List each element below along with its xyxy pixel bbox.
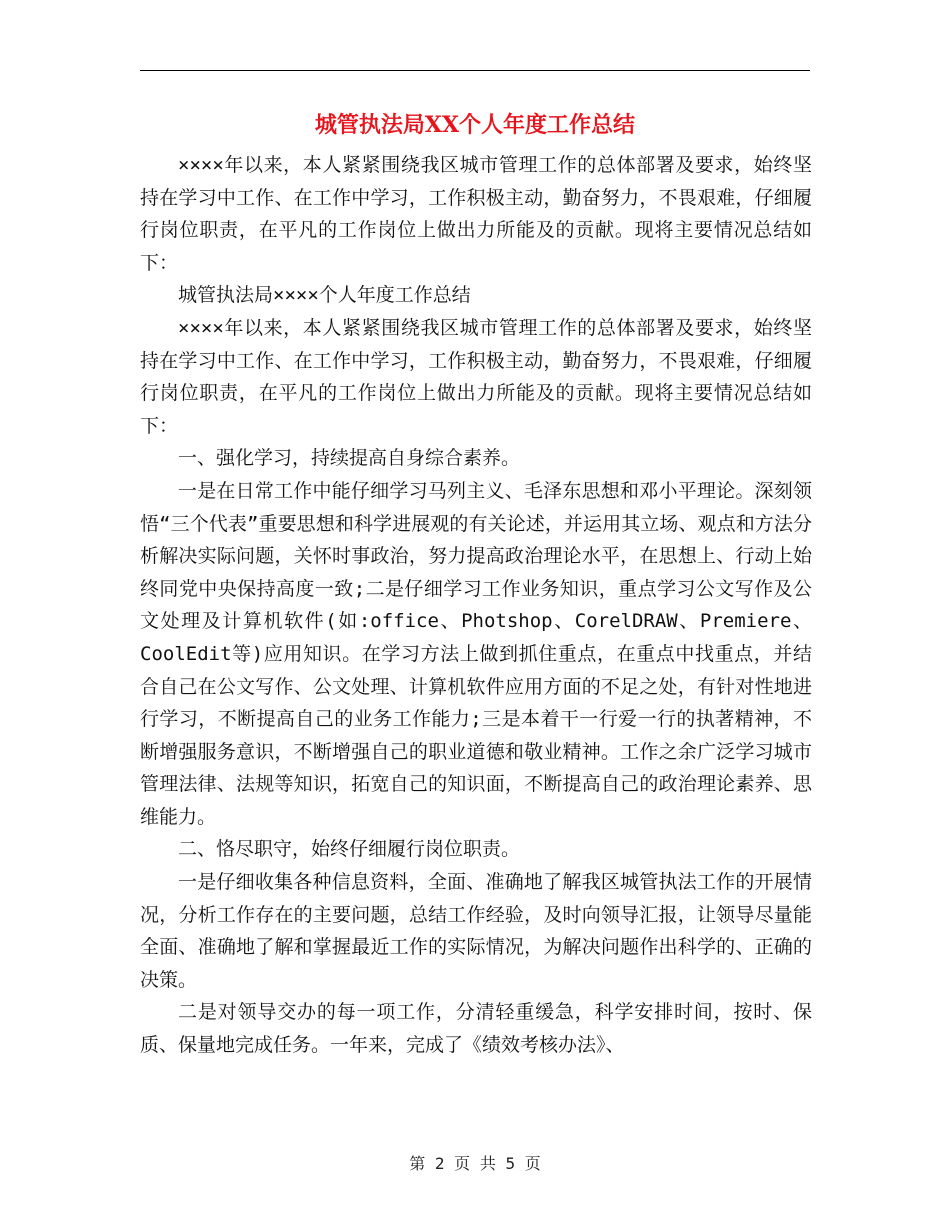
section-heading-duties: 二、恪尽职守，始终仔细履行岗位职责。 xyxy=(178,838,521,861)
document-body xyxy=(140,149,812,1062)
paragraph-repeated-title: 城管执法局××××个人年度工作总结 xyxy=(178,284,471,307)
header-rule xyxy=(140,70,810,71)
paragraph-intro: ××××年以来，本人紧紧围绕我区城市管理工作的总体部署及要求，始终坚持在学习中工作、在工作中学习，工作积极主动，勤奋努力，不畏艰难，仔细履行岗位职责，在平凡的工作岗位上做出力所能及的贡献。现将主要情况总结如下： xyxy=(140,154,812,274)
paragraph-intro-repeat: ××××年以来，本人紧紧围绕我区城市管理工作的总体部署及要求，始终坚持在学习中工作、在工作中学习，工作积极主动，勤奋努力，不畏艰难，仔细履行岗位职责，在平凡的工作岗位上做出力所能及的贡献。现将主要情况总结如下： xyxy=(140,316,812,437)
paragraph-duties-two: 二是对领导交办的每一项工作，分清轻重缓急，科学安排时间，按时、保质、保量地完成任务。一年来，完成了《绩效考核办法》、 xyxy=(140,1001,812,1057)
paragraph-duties-one: 一是仔细收集各种信息资料，全面、准确地了解我区城管执法工作的开展情况，分析工作存在的主要问题，总结工作经验，及时向领导汇报，让领导尽量能全面、准确地了解和掌握最近工作的实际情况，为解决问题作出科学的、正确的决策。 xyxy=(140,871,812,991)
document-title: 城管执法局XX个人年度工作总结 xyxy=(314,112,636,138)
section-heading-study: 一、强化学习，持续提高自身综合素养。 xyxy=(178,447,521,470)
paragraph-study-details: 一是在日常工作中能仔细学习马列主义、毛泽东思想和邓小平理论。深刻领悟“三个代表”重要思想和科学进展观的有关论述，并运用其立场、观点和方法分析解决实际问题，关怀时事政治，努力提高政治理论水平，在思想上、行动上始终同党中央保持高度一致;二是仔细学习工作业务知识，重点学习公文写作及公文处理及计算机软件(如:office、Photshop、CorelDRAW、Premiere、 CoolEdit等)应用知识。在学习方法上做到抓住重点，在重点中找重点，并结合自己在公文写作、公文处理、计算机软件应用方面的不足之处，有针对性地进行学习，不断提高自己的业务工作能力;三是本着干一行爱一行的执著精神，不断增强服务意识，不断增强自己的职业道德和敬业精神。工作之余广泛学习城市管理法律、法规等知识，拓宽自己的知识面，不断提高自己的政治理论素养、思维能力。 xyxy=(140,479,812,828)
page-number-footer: 第 2 页 共 5 页 xyxy=(409,1154,541,1173)
